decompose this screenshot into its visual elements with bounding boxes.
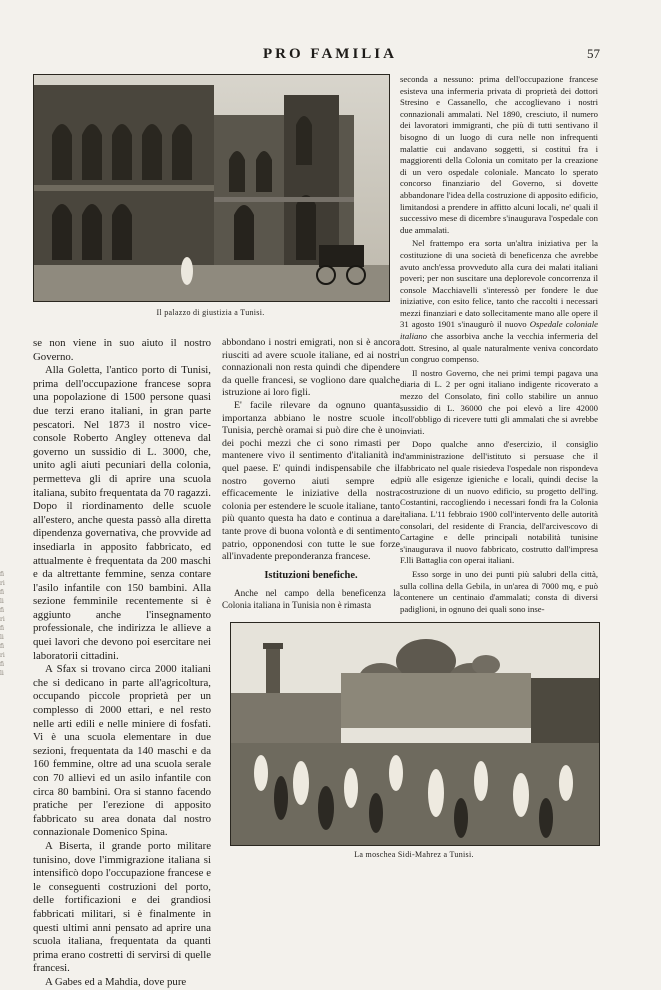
paragraph: A Biserta, il grande porto militare tunisino, dove l'immigrazione italiana si intensificò dopo l'occupazione francese e le conseguenti costruzioni del porto, delle fortificazioni e dei grandiosi fabbricati militari, si è finalmente in questi ultimi anni pensato ad aprire una scuola italiana, frequentata da quanti prima erano costretti di servirsi di quelle francesi.	[33, 839, 211, 975]
paragraph: E' facile rilevare da ognuno quanta importanza abbiano le nostre scuole in Tunisia, perchè oramai si può dire che è uno dei pochi mezzi che ci sono rimasti per mantenere vivo il sentimento d'italianità in quel paese. E' quindi indispensabile che il nostro governo aiuti sempre ed efficacemente le iniziative della nostra colonia per estendere le scuole italiane, tanto più quanto questa ha dato e continua a dare tante prove di buona volontà e di sentimento patrio, opponendosi con tutte le sue forze all'invadente preponderanza francese.	[222, 399, 400, 563]
paragraph: Esso sorge in uno dei punti più salubri della città, sulla collina della Gebila, in un'area di 7000 mq, e può contenere un centinaio d'ammalati; consta di diversi padiglioni, in ognuno dei quali sono inse-	[400, 568, 598, 614]
hospital-name: Ospedale coloniale italiano	[400, 319, 599, 342]
paragraph: Il nostro Governo, che nei primi tempi pagava una diaria di L. 2 per ogni italiano indigente ricoverato a mezzo del Consolato, finì collo stabilire un annuo sussidio di L. 36000 che poi elevò a lire 42000 coll'obbligo di ricevere tutti gli ammalati che si avrebbe inviati.	[400, 367, 598, 436]
paragraph: A Sfax si trovano circa 2000 italiani che si dedicano in parte all'agricoltura, occupando piccole proprietà per un complesso di 2000 ettari, e nel resto nelle arti edili e nelle miniere di fosfati. Vi è una scuola elementare in due sezioni, frequentata da 140 maschi e da 160 femmine, oltre ad una scuola serale con 70 allievi ed un asilo infantile con circa 80 bambini. Ora si stanno facendo pratiche per l'erezione di apposito fabbricato su area donata dal nostro connazionale Domenico Spina.	[33, 663, 211, 839]
paragraph: seconda a nessuno: prima dell'occupazione francese esisteva una infermeria privata di proprietà dei dottori Stresino e Cassanello, che accoglievano i nostri connazionali ammalati. Nel 1890, cresciuto, il numero dei lavoratori immigranti, che più di tutti sentivano il bisogno di un luogo di cura nelle non infrequenti malattie cui andavano soggetti, si costituì fra i maggiorenti della Colonia un comitato per la creazione di un vero ospedale coloniale. Mancato lo sperato concorso finanziario del Governo, si dovette abbandonare l'idea della costruzione di apposito edificio, limitandosi a prendere in affitto alcuni locali, ne' quali il successivo mese di dicembre s'inaugurava l'ospedale con due ammalati.	[400, 74, 598, 235]
figure-caption-top: Il palazzo di giustizia a Tunisi.	[156, 308, 265, 317]
palace-photo-icon	[33, 74, 390, 302]
mosque-photo-icon	[230, 622, 600, 846]
page-number: 57	[587, 46, 600, 61]
paragraph: Anche nel campo della beneficenza la Colonia italiana in Tunisia non è rimasta	[222, 588, 400, 610]
paragraph: Dopo qualche anno d'esercizio, il consiglio d'amministrazione dell'istituto si persuase che il fabbricato nel quale risiedeva l'ospedale non rispondeva più alle esigenze igieniche e locali, quindi decise la costruzione di un nuovo edificio, su progetto dell'ing. Costantini, raccogliendo i necessari fondi fra la Colonia italiana. L'11 febbraio 1900 coll'intervento delle autorità consolari, del residente di Francia, dell'arcivescovo di Cartagine e delle principali notabilità tunisine s'inaugurava il nuovo fabbricato, costrutto dall'impresa F.lli Battaglia con operai italiani.	[400, 439, 598, 566]
text-column-1	[33, 337, 211, 990]
paragraph: abbondano i nostri emigrati, non si è ancora riusciti ad avere scuole italiane, ed ai nostri connazionali non resta quindi che dipendere da quelle francesi, se vogliono dare qualche istruzione ai loro figli.	[222, 337, 400, 399]
paragraph: Alla Goletta, l'antico porto di Tunisi, prima dell'occupazione francese sopra una popolazione di 1500 persone quasi due terzi erano italiani, in gran parte pescatori. Nel 1873 il nostro vice-console Roberto Angley otteneva dal governo un sussidio di L. 3000, che, unito agli aiuti pecuniari della colonia, permetteva gli di aprire una scuola italiana, subito frequentata da 70 ragazzi. Dopo il riordinamento delle scuole all'estero, anche questa passò alla diretta dipendenza governativa, che provvide ad insediarla in apposito fabbricato, ed attualmente è frequentata da 200 maschi e da altrettante femmine, senza contare l'asilo infantile con 150 bambini. Alla sezione femminile recentemente si è aggiunto anche l'insegnamento professionale, che indirizza le allieve a quei lavori che devono poi esercitare nei laboratorii cittadini.	[33, 364, 211, 662]
paragraph-text: che assorbiva anche la vecchia infermeria del dott. Stresino, al quale naturalmente veniva concordato un congruo compenso.	[400, 331, 598, 365]
page-edge-text: fi ri fi li fi ri fi li fi ri fi li	[0, 571, 5, 677]
paragraph: se non viene in suo aiuto il nostro Governo.	[33, 337, 211, 363]
running-header-title: PRO FAMILIA	[263, 46, 397, 62]
paragraph: A Gabes ed a Mahdia, dove pure	[45, 975, 187, 988]
paragraph-text: Nel frattempo era sorta un'altra iniziativa per la costituzione di una società di beneficenza che avrebbe avuto anch'essa provveduto alla cura dei malati italiani poveri; per non suscitare una deplorevole concorrenza il console Macchiavelli s'interessò per fondere le due iniziative, con esito felice, tanto che raccolti i necessari mezzi finanziari e dato sollecitamente mano alle opere il 31 agosto 1901 s'inaugurò il nuovo	[400, 238, 598, 330]
paragraph	[400, 238, 598, 366]
section-subheading: Istituzioni benefiche.	[264, 569, 358, 581]
text-column-3	[400, 74, 598, 615]
text-column-2	[222, 337, 400, 611]
figure-caption-bottom: La moschea Sidi-Mahrez a Tunisi.	[354, 850, 474, 859]
